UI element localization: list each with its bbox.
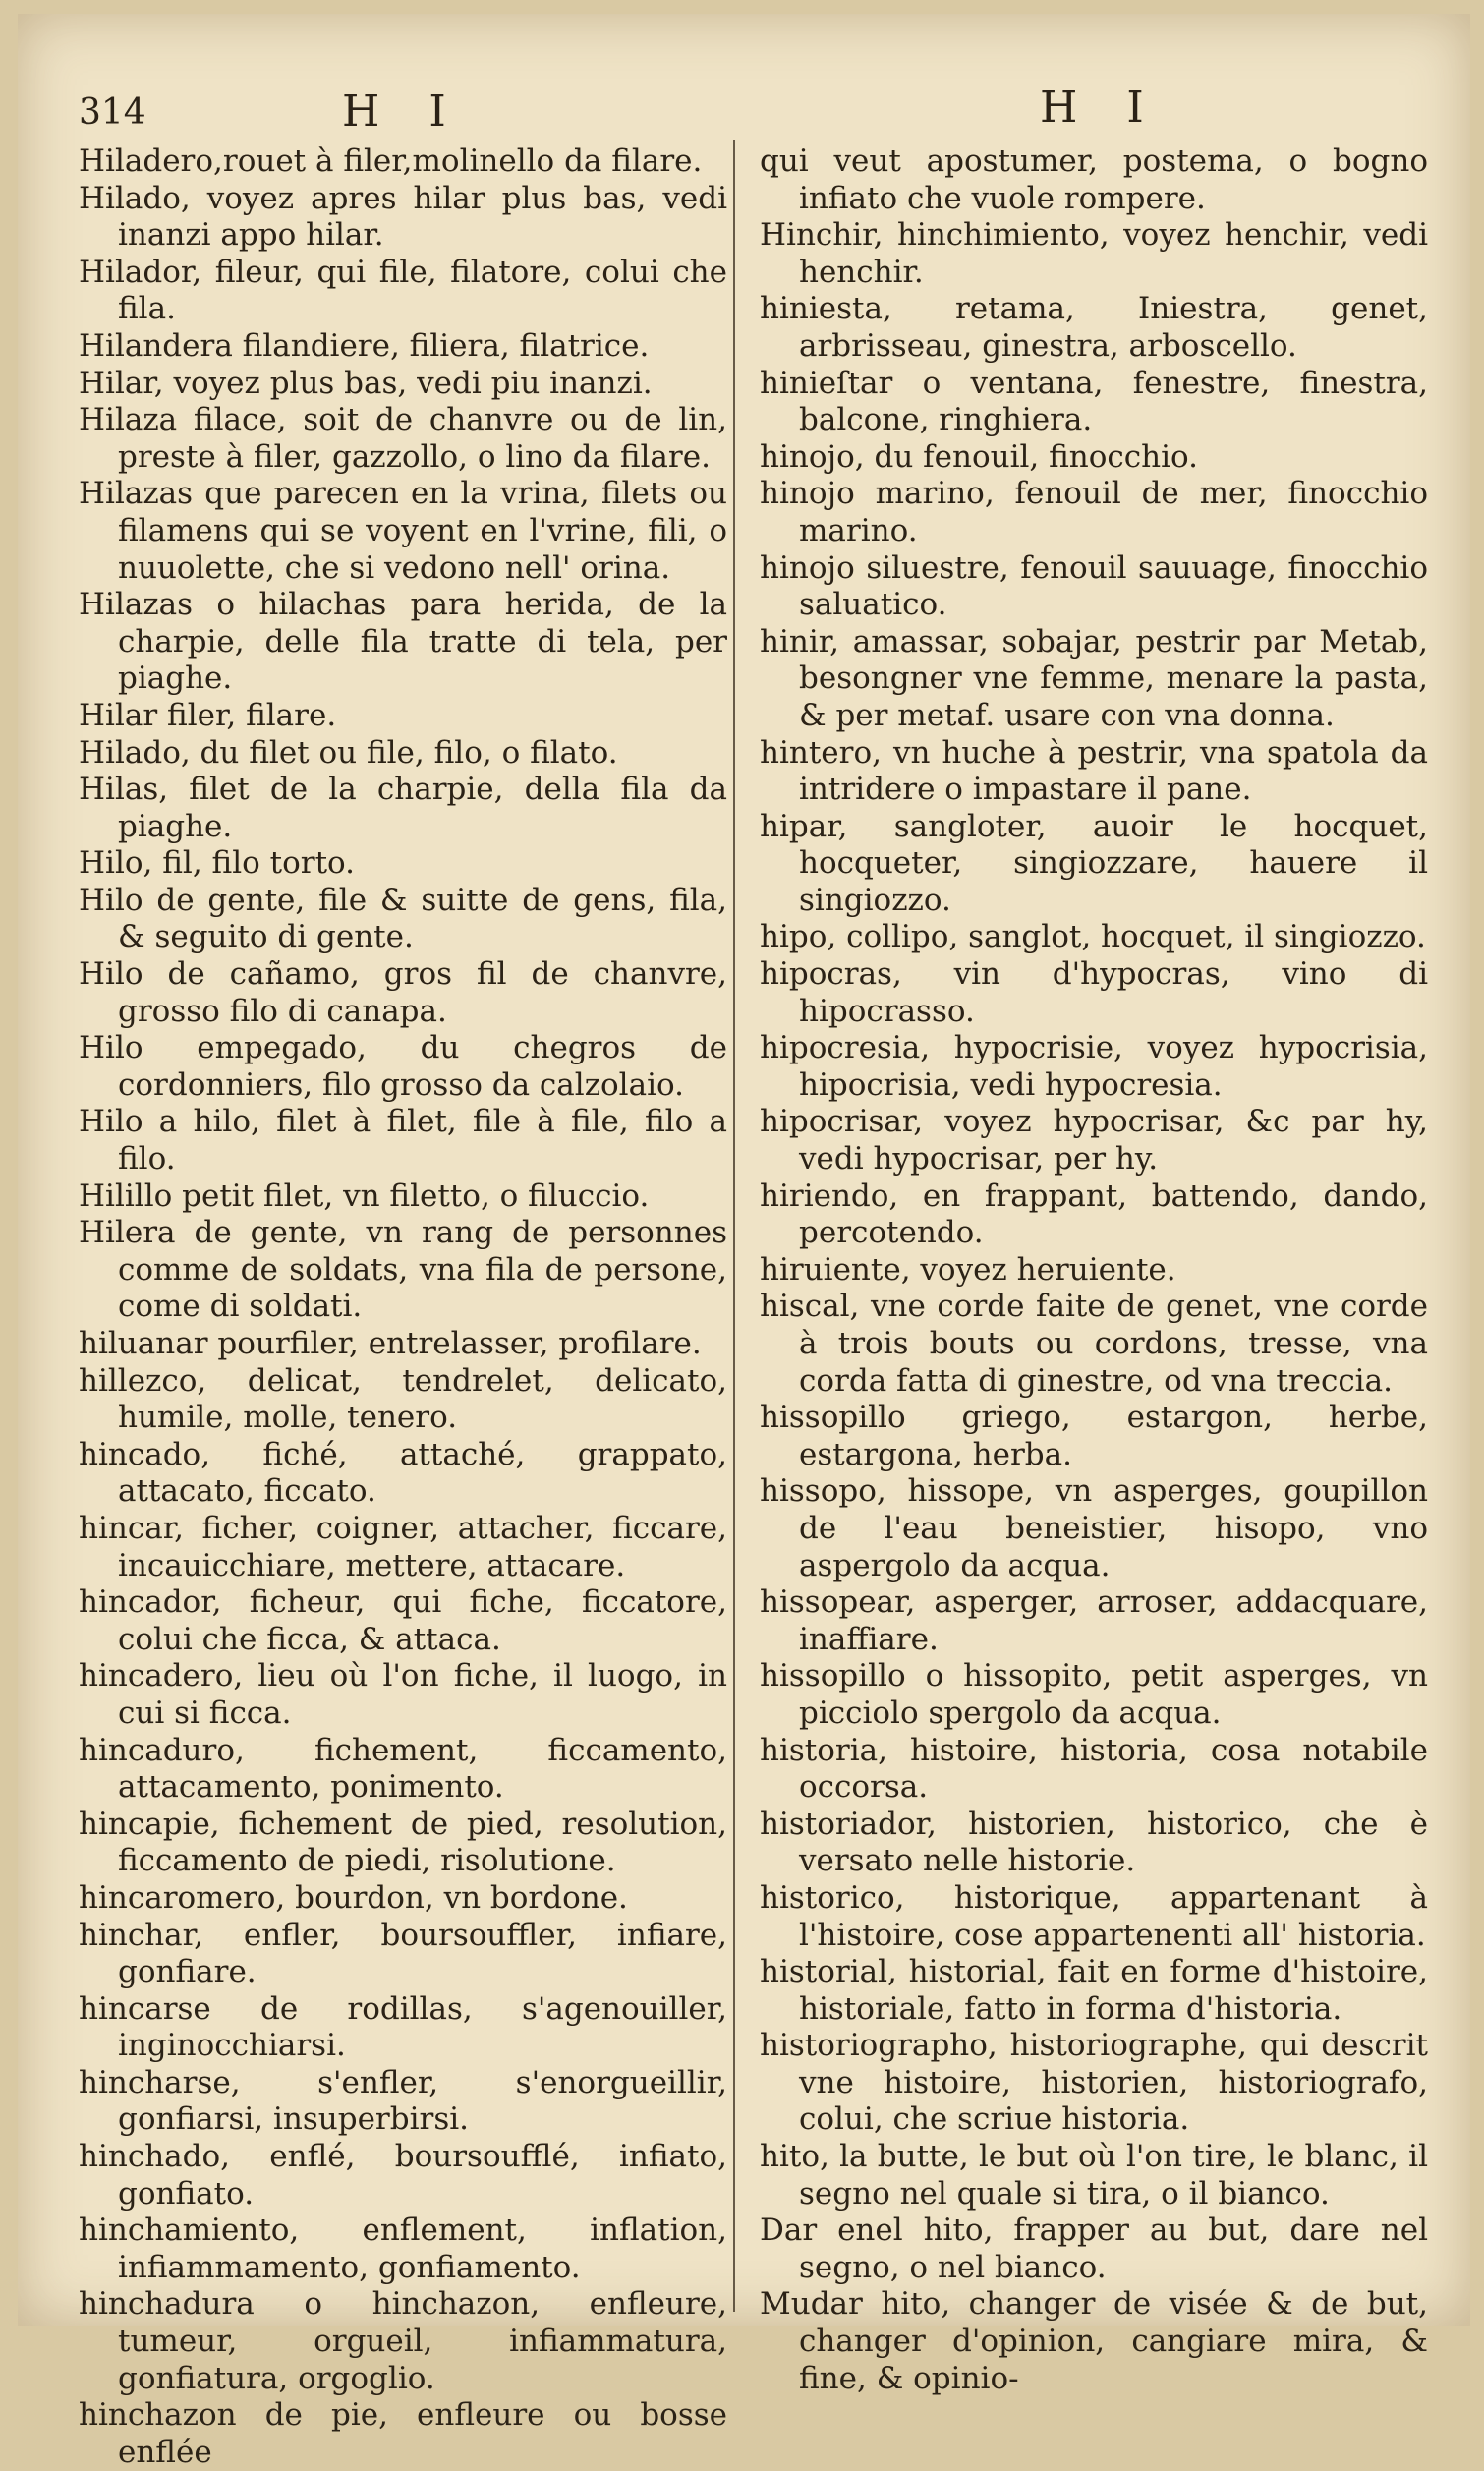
dictionary-entry: hincador, ficheur, qui fiche, ficcatore, colui che ficca, & attaca.: [79, 1584, 727, 1657]
dictionary-entry: Hilas, filet de la charpie, della fila da piaghe.: [79, 772, 727, 844]
right-column: [760, 144, 1428, 2397]
left-guide-letters: H I: [342, 86, 464, 137]
dictionary-entry: hinchar, enfler, boursouffler, infiare, gonfiare.: [79, 1917, 727, 1990]
dictionary-entry: hinchazon de pie, enfleure ou bosse enflée: [79, 2397, 727, 2470]
dictionary-entry: hinchadura o hinchazon, enfleure, tumeur, orgueil, infiammatura, gonfiatura, orgoglio.: [79, 2286, 727, 2396]
dictionary-entry: hincaromero, bourdon, vn bordone.: [79, 1879, 628, 1916]
dictionary-entry: hiriendo, en frappant, battendo, dando, percotendo.: [760, 1178, 1428, 1251]
dictionary-entry: hiniesta, retama, Iniestra, genet, arbrisseau, ginestra, arboscello.: [760, 291, 1428, 364]
dictionary-entry: Hilazas que parecen en la vrina, filets ou filamens qui se voyent en l'vrine, fili, o nuuolette, che si vedono nell' orina.: [79, 476, 727, 586]
dictionary-entry: hincar, ficher, coigner, attacher, ficcare, incauicchiare, mettere, attacare.: [79, 1510, 727, 1583]
dictionary-entry: hincapie, fichement de pied, resolution, ficcamento de piedi, risolutione.: [79, 1806, 727, 1879]
dictionary-entry: Hilar filer, filare.: [79, 697, 337, 733]
dictionary-entry: hincarse de rodillas, s'agenouiller, inginocchiarsi.: [79, 1990, 727, 2064]
dictionary-entry: hipocras, vin d'hypocras, vino di hipocrasso.: [760, 956, 1428, 1029]
dictionary-entry: hissopear, asperger, arroser, addacquare, inaffiare.: [760, 1584, 1428, 1657]
dictionary-entry: hinchado, enflé, boursoufflé, infiato, gonfiato.: [79, 2139, 727, 2212]
dictionary-entry: hipocresia, hypocrisie, voyez hypocrisia, hipocrisia, vedi hypocresia.: [760, 1030, 1428, 1103]
dictionary-entry: hinir, amassar, sobajar, pestrir par Metab, besongner vne femme, menare la pasta, & per metaf. usare con vna donna.: [760, 623, 1428, 733]
dictionary-entry: hintero, vn huche à pestrir, vna spatola da intridere o impastare il pane.: [760, 734, 1428, 808]
dictionary-entry: hincharse, s'enfler, s'enorgueillir, gonfiarsi, insuperbirsi.: [79, 2064, 727, 2138]
dictionary-entry: Hilillo petit filet, vn filetto, o filuccio.: [79, 1178, 650, 1214]
dictionary-entry: hillezco, delicat, tendrelet, delicato, humile, molle, tenero.: [79, 1362, 727, 1436]
dictionary-entry: hissopillo griego, estargon, herbe, estargona, herba.: [760, 1400, 1428, 1472]
dictionary-entry: Hinchir, hinchimiento, voyez henchir, vedi henchir.: [760, 217, 1428, 290]
dictionary-entry: Hilar, voyez plus bas, vedi piu inanzi.: [79, 365, 653, 401]
dictionary-entry: Hilaza filace, soit de chanvre ou de lin, preste à filer, gazzollo, o lino da filare.: [79, 402, 727, 475]
left-column: [79, 144, 727, 2471]
dictionary-entry: hissopo, hissope, vn asperges, goupillon de l'eau beneistier, hisopo, vno aspergolo da acqua.: [760, 1473, 1428, 1583]
dictionary-entry: Hilo empegado, du chegros de cordonniers, filo grosso da calzolaio.: [79, 1030, 727, 1103]
dictionary-entry: hinojo siluestre, fenouil sauuage, finocchio saluatico.: [760, 549, 1428, 623]
dictionary-entry: Hilandera filandiere, filiera, filatrice.: [79, 327, 650, 364]
dictionary-entry: Hilador, fileur, qui file, filatore, colui che fila.: [79, 254, 727, 327]
dictionary-entry: hiruiente, voyez heruiente.: [760, 1251, 1176, 1288]
dictionary-entry: hincaduro, fichement, ficcamento, attacamento, ponimento.: [79, 1732, 727, 1806]
column-divider: [733, 140, 735, 2312]
dictionary-entry: hincado, fiché, attaché, grappato, attacato, ficcato.: [79, 1436, 727, 1510]
dictionary-entry: hinojo, du fenouil, finocchio.: [760, 438, 1198, 475]
dictionary-entry: historia, histoire, historia, cosa notabile occorsa.: [760, 1732, 1428, 1806]
dictionary-entry: Mudar hito, changer de visée & de but, changer d'opinion, cangiare mira, & fine, & opinio-: [760, 2286, 1428, 2396]
dictionary-page: [18, 14, 1470, 2470]
dictionary-entry: Hilo de gente, file & suitte de gens, fila, & seguito di gente.: [79, 882, 727, 955]
dictionary-entry: hincadero, lieu où l'on fiche, il luogo, in cui si ficca.: [79, 1658, 727, 1731]
page-number: 314: [79, 92, 146, 133]
dictionary-entry: hipo, collipo, sanglot, hocquet, il singiozzo.: [760, 919, 1426, 955]
dictionary-entry: Hilazas o hilachas para herida, de la charpie, delle fila tratte di tela, per piaghe.: [79, 587, 727, 697]
dictionary-entry: hinojo marino, fenouil de mer, finocchio marino.: [760, 476, 1428, 548]
dictionary-entry: Hilado, du filet ou file, filo, o filato.: [79, 734, 618, 771]
dictionary-entry: hiscal, vne corde faite de genet, vne corde à trois bouts ou cordons, tresse, vna corda fatta di ginestre, od vna treccia.: [760, 1289, 1428, 1399]
dictionary-entry: Hilo, fil, filo torto.: [79, 845, 356, 882]
dictionary-entry: hito, la butte, le but où l'on tire, le blanc, il segno nel quale si tira, o il bianco.: [760, 2139, 1428, 2212]
dictionary-entry: hipocrisar, voyez hypocrisar, &c par hy, vedi hypocrisar, per hy.: [760, 1104, 1428, 1178]
dictionary-entry: Hilera de gente, vn rang de personnes comme de soldats, vna fila de persone, come di soldati.: [79, 1215, 727, 1325]
dictionary-entry: hipar, sangloter, auoir le hocquet, hocqueter, singiozzare, hauere il singiozzo.: [760, 808, 1428, 918]
dictionary-entry: hinchamiento, enflement, inflation, infiammamento, gonfiamento.: [79, 2212, 727, 2285]
dictionary-entry: historial, historial, fait en forme d'histoire, historiale, fatto in forma d'historia.: [760, 1954, 1428, 2027]
running-header: [18, 73, 1470, 142]
dictionary-entry: Dar enel hito, frapper au but, dare nel segno, o nel bianco.: [760, 2212, 1428, 2285]
dictionary-entry: hiluanar pourfiler, entrelasser, profilare.: [79, 1326, 702, 1361]
dictionary-entry: hissopillo o hissopito, petit asperges, vn picciolo spergolo da acqua.: [760, 1658, 1428, 1731]
dictionary-entry: historico, historique, appartenant à l'histoire, cose appartenenti all' historia.: [760, 1879, 1428, 1953]
dictionary-entry: Hilo de cañamo, gros fil de chanvre, grosso filo di canapa.: [79, 956, 727, 1029]
dictionary-entry: Hilado, voyez apres hilar plus bas, vedi inanzi appo hilar.: [79, 180, 727, 254]
dictionary-entry: hinieſtar o ventana, fenestre, finestra, balcone, ringhiera.: [760, 365, 1428, 438]
dictionary-entry: historiador, historien, historico, che è versato nelle historie.: [760, 1806, 1428, 1879]
right-guide-letters: H I: [1040, 83, 1162, 133]
dictionary-entry: historiographo, historiographe, qui descrit vne histoire, historien, historiografo, colui, che scriue historia.: [760, 2028, 1428, 2138]
dictionary-entry: Hilo a hilo, filet à filet, file à file, filo a filo.: [79, 1104, 727, 1178]
dictionary-entry: qui veut apostumer, postema, o bogno infiato che vuole rompere.: [760, 144, 1428, 216]
dictionary-entry: Hiladero,rouet à filer,molinello da filare.: [79, 144, 703, 179]
